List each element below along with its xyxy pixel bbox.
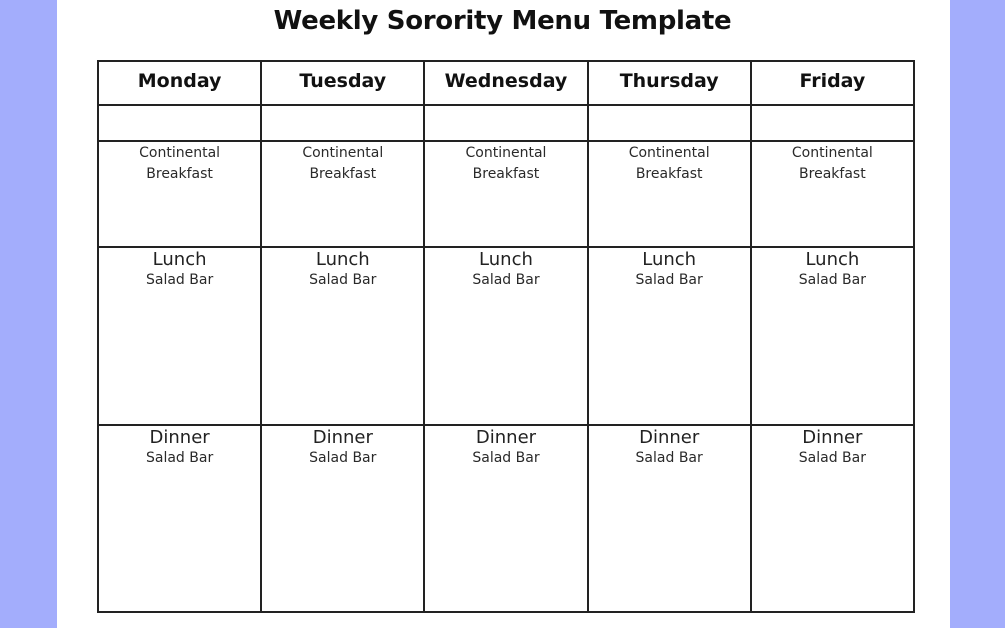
breakfast-cell [424,141,587,247]
dinner-label: Dinner [149,427,210,448]
dinner-cell [588,425,751,612]
lunch-label: Lunch [642,249,697,270]
day-header-friday: Friday [751,61,914,105]
lunch-row [98,247,914,425]
lunch-label: Lunch [315,249,370,270]
header-row [98,61,914,105]
dinner-label: Dinner [475,427,537,448]
breakfast-cell [588,141,751,247]
day-header-wednesday: Wednesday [424,61,587,105]
breakfast-line-1: Continental [628,145,710,161]
lunch-cell [261,247,424,425]
dinner-row [98,425,914,612]
lunch-label: Lunch [152,249,207,270]
dinner-label: Dinner [639,427,700,448]
dinner-cell [751,425,914,612]
breakfast-line-1: Continental [139,145,221,161]
page-title: Weekly Sorority Menu Template [273,6,732,36]
breakfast-line-2: Breakfast [799,166,866,182]
breakfast-cell [751,141,914,247]
breakfast-line-1: Continental [791,145,873,161]
breakfast-line-2: Breakfast [146,166,213,182]
lunch-item: Salad Bar [472,272,540,288]
dinner-item: Salad Bar [145,450,214,466]
lunch-cell [751,247,914,425]
lunch-item: Salad Bar [635,272,703,288]
lunch-cell [588,247,751,425]
lunch-cell [98,247,261,425]
dinner-cell [261,425,424,612]
dinner-item: Salad Bar [309,450,377,466]
dinner-item: Salad Bar [798,450,866,466]
breakfast-row [98,141,914,247]
dinner-item: Salad Bar [635,450,703,466]
day-header-tuesday: Tuesday [261,61,424,105]
breakfast-line-2: Breakfast [309,166,377,182]
lunch-cell [424,247,587,425]
blank-cell [588,105,751,141]
day-header-monday: Monday [98,61,261,105]
blank-cell [751,105,914,141]
blank-cell [261,105,424,141]
breakfast-line-2: Breakfast [635,166,703,182]
day-header-thursday: Thursday [588,61,751,105]
lunch-label: Lunch [805,249,860,270]
dinner-label: Dinner [802,427,863,448]
dinner-item: Salad Bar [472,450,540,466]
lunch-item: Salad Bar [798,272,866,288]
breakfast-line-1: Continental [465,145,547,161]
breakfast-cell [261,141,424,247]
blank-row [98,105,914,141]
breakfast-cell [98,141,261,247]
lunch-item: Salad Bar [309,272,377,288]
breakfast-line-2: Breakfast [472,166,540,182]
blank-cell [424,105,587,141]
dinner-cell [98,425,261,612]
lunch-item: Salad Bar [145,272,214,288]
lunch-label: Lunch [479,249,533,270]
dinner-label: Dinner [312,427,373,448]
dinner-cell [424,425,587,612]
breakfast-line-1: Continental [302,145,384,161]
menu-table [97,60,915,613]
blank-cell [98,105,261,141]
